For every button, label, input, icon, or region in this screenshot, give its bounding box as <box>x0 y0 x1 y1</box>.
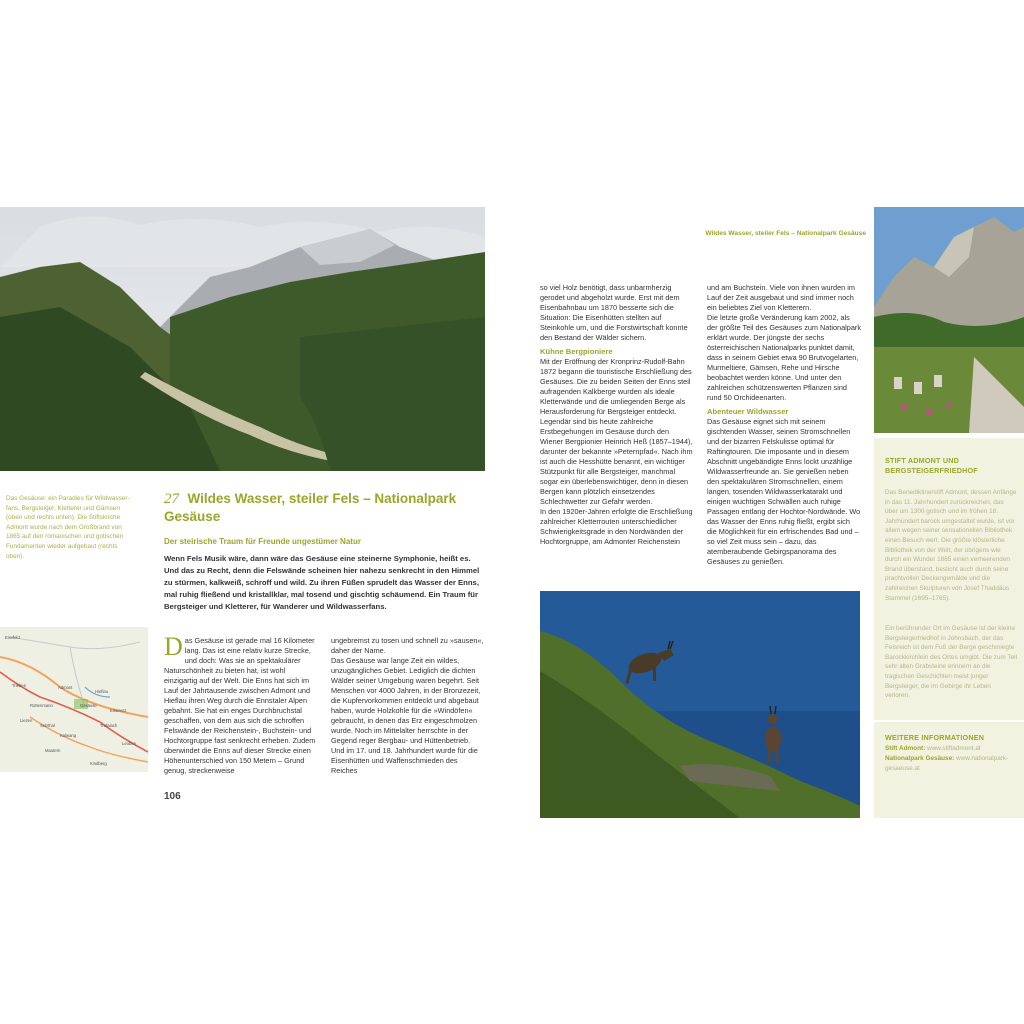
map-label: Liezen <box>20 718 33 723</box>
paragraph: und am Buchstein. Viele von ihnen wurden im Lauf der Zeit ausgebaut und sind immer noch ein beliebtes Ziel von Kletterern. <box>707 283 855 312</box>
info-line-2 <box>885 754 1020 773</box>
map-label: Rottenmann <box>30 703 53 708</box>
nationalpark-link[interactable]: www.nationalpark-gesaeuse.at <box>885 755 1009 772</box>
info-line-1 <box>885 744 1020 754</box>
paragraph: ungebremst zu tosen und schnell zu »sausen«, daher der Name. <box>331 636 484 655</box>
paragraph: as Gesäuse ist gerade mal 16 Kilometer lang. Das ist eine relativ kurze Strecke, und doch: Was sie an spektakulärer Naturschönheit zu bieten hat, ist wohl einzigartig auf der Welt. Die Enns hat sich im Lauf der Jahrtausende zwischen Admont und Hieflau ihren Weg durch die Ennstaler Alpen gebahnt. Sie hat ein enges Durchbruchstal geschaffen, von dem aus sich die schroffen Felswände der Reichenstein-, Buchstein- und Hochtorgruppe fast senkrecht erheben. Zudem überwindet die Enns auf dieser Strecke einen Höhenunterschied von 150 Metern – Grund genug, streckenweise <box>164 636 316 775</box>
map-label: Kalwang <box>60 733 77 738</box>
paragraph: Mit der Eröffnung der Kronprinz-Rudolf-Bahn 1872 begann die touristische Erschließung des Gesäuses. Die zu beiden Seiten der Enns steil aufragenden Kalkberge wurden als ideale Kletterwände und die umliegenden Berge als Herausforderung für Bergsteiger entdeckt. Legendär sind bis heute zahlreiche Erstbegehungen im Gesäuse durch den Wiener Bergpionier Heinrich Heß (1857–1944), darunter der bekannte »Peternpfad«. Nach ihm ist auch die Hesshütte benannt, ein wichtiger Stützpunkt für alle Bergsteiger, manchmal sogar ein überlebenswichtiger, denn in diesen Bergen kann plötzlich einsetzendes Schlechtwetter zur Gefahr werden. <box>540 357 693 506</box>
photo-caption: Das Gesäuse: ein Paradies für Wildwasser-fans, Bergsteiger, Kletterer und Gämsen (oben und rechts unten). Die Stiftskirche Admont wurde nach dem Großbrand von 1865 auf den romanischen und gotischen Fundamenten wieder aufgebaut (rechts oben). <box>6 495 130 560</box>
section-heading: Abenteuer Wildwasser <box>707 407 789 416</box>
map-label: Admont <box>58 685 73 690</box>
info-sidebar <box>874 438 1024 818</box>
map-label: Eisenerz <box>110 708 127 713</box>
chamois-photo <box>540 591 860 818</box>
map-label: Gesäuse <box>80 703 97 708</box>
sidebar-text: Das Benediktinerstift Admont, dessen Anfänge in das 11. Jahrhundert zurückreichen, das über um 1300 gotisch und im frühen 18. Jahrhundert barock umgestaltet wurde, ist vor allem wegen seiner sensationellen Bibliothek einen Besuch wert. Die größte klösterliche Bibliothek von der Welt, der übrigens wie durch ein Wunder 1865 einen verheerenden Brand überstand, besticht auch durch seine prachtvollen Deckengemälde und die zahlreichen Skulpturen von Josef Thaddäus Stammel (1695–1765). <box>885 489 1017 602</box>
mountain-valley-photo <box>0 207 485 471</box>
map-label: Hieflau <box>95 689 109 694</box>
body-column-3 <box>540 283 694 547</box>
chapter-number: 27 <box>164 491 179 507</box>
sidebar-title: STIFT ADMONT UND BERGSTEIGERFRIEDHOF <box>885 456 978 475</box>
dropcap: D <box>164 632 183 661</box>
sidebar-text-2: Ein berührender Ort im Gesäuse ist der kleine Bergsteigerfriedhof in Johnsbach, der das Felsreich ist dem Fuß der Berge geschmiegte Barockkirchlein des Ortes umgibt. Die zum Teil sehr alten Grabsteine erinnern an die tragischen Geschichten meist junger Bergsteiger, die im Gebirge ihr Leben verloren. <box>885 625 1018 700</box>
paragraph: Das Gesäuse eignet sich mit seinem gischtenden Wasser, seinen Stromschnellen und der bizarren Felskulisse optimal für Raftingtouren. Die imposante und in diesem Abschnitt ungebändigte Enns lockt unzählige Wildwasserfreunde an. Sie genießen neben den spektakulären Stromschnellen, einem langen, tosenden Wildwasserkatarakt und einigen wuchtigen Schwällen auch ruhige Passagen entlang der Hochtor-Nordwände. Wo das Wasser der Enns ruhig fließt, ergibt sich die Möglichkeit für ein erfrischendes Bad und – so viel Zeit muss sein – dazu, das atemberaubende Gebirgspanorama des Gesäuses zu genießen. <box>707 417 861 566</box>
section-heading: Kühne Bergpioniere <box>540 347 613 356</box>
map-label: Trofaiach <box>100 723 118 728</box>
region-map <box>0 627 148 772</box>
map-label: Eisvfeld <box>5 635 20 640</box>
paragraph: so viel Holz benötigt, dass unbarmherzig gerodet und abgeholzt wurde. Erst mit dem Eisenbahnbau um 1870 besserte sich die Situation: Die Eisenhütten stellten auf Steinkohle um, und die Forstwirtschaft konnte den Bestand der Wälder sichern. <box>540 283 688 342</box>
chapter-subtitle: Der steirische Traum für Freunde ungestümer Natur <box>164 537 361 546</box>
body-column-1 <box>164 632 316 776</box>
map-label: Trieben <box>12 683 27 688</box>
running-header: Wildes Wasser, steiler Fels – Nationalpark Gesäuse <box>705 230 866 237</box>
body-column-2 <box>331 636 485 776</box>
info-label: Nationalpark Gesäuse: <box>885 755 955 762</box>
admont-link[interactable]: www.stiftadmont.at <box>927 745 981 752</box>
map-label: Leoben <box>122 741 136 746</box>
body-column-4 <box>707 283 861 567</box>
info-label: Stift Admont: <box>885 745 926 752</box>
abbey-photo <box>874 207 1024 433</box>
paragraph: In den 1920er-Jahren erfolgte die Erschließung zahlreicher Kletterrouten unterschiedlicher Schwierigkeitsgrade in den Nordwänden der Hochtorgruppe, am Admonter Reichenstein <box>540 507 693 546</box>
sidebar-divider <box>874 720 1024 722</box>
map-label: Mautern <box>45 748 61 753</box>
chapter-lead: Wenn Fels Musik wäre, dann wäre das Gesäuse eine steinerne Symphonie, heißt es. Und das zu Recht, denn die Felswände scheinen hier nahezu senkrecht in den Himmel zu stürmen, kalkweiß, schroff und wild. Zu ihren Füßen sprudelt das Wasser der Enns, mal ruhig fließend und kristallklar, mal tosend und gischtig schäumend. Ein Traum für Bergsteiger und Kletterer, für Wanderer und Wildwasserfans. <box>164 554 480 611</box>
chapter-heading <box>164 490 484 526</box>
paragraph: Die letzte große Veränderung kam 2002, als der größte Teil des Gesäuses zum Nationalpark erklärt wurde. Der jüngste der sechs österreichischen Nationalparks punktet damit, dass in seinem Gebiet etwa 90 Brutvogelarten, Murmeltiere, Gämsen, Rehe und Hirsche beobachtet werden könne. Und unter den zahlreichen schützenswerten Pflanzen sind rund 50 Orchideenarten. <box>707 313 861 402</box>
paragraph: Das Gesäuse war lange Zeit ein wildes, unzugängliches Gebiet. Lediglich die dichten Wälder seiner Umgebung waren begehrt. Seit Menschen vor 4000 Jahren, in der Bronzezeit, die Kupfervorkommen entdeckt und abgebaut haben, wurde Holzkohle für die »Windöfen« gebraucht, in denen das Erz eingeschmolzen wurde. Noch im Mittelalter herrschte in der Gegend reger Bergbau- und Hüttenbetrieb. Und im 17. und 18. Jahrhundert wurde für die Eisenhütten und Waffenschmieden des Reiches <box>331 656 481 775</box>
map-label: Selzthal <box>40 723 55 728</box>
chapter-title: Wildes Wasser, steiler Fels – Nationalpark Gesäuse <box>164 491 457 524</box>
info-title: WEITERE INFORMATIONEN <box>885 733 985 742</box>
page-number: 106 <box>164 791 181 802</box>
map-label: Kindberg <box>90 761 107 766</box>
